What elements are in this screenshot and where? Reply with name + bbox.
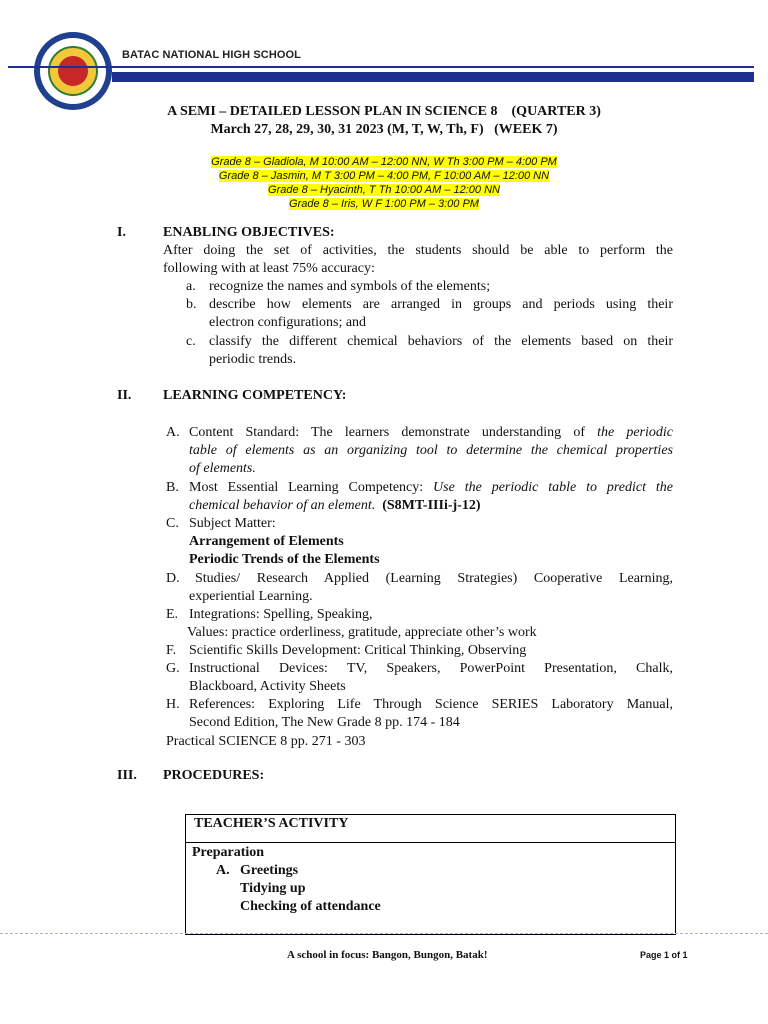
subject-topic: Periodic Trends of the Elements — [189, 552, 380, 567]
procedure-item: Greetings — [240, 863, 299, 878]
competency-item: Most Essential Learning Competency: Use the periodic table to predict the — [189, 480, 673, 495]
section-number: I. — [117, 225, 126, 240]
list-marker: F. — [166, 643, 177, 658]
objective-item: classify the different chemical behaviors of the elements based on their — [209, 334, 673, 349]
list-marker: C. — [166, 516, 179, 531]
competency-item: References: Exploring Life Through Science SERIES Laboratory Manual, — [189, 697, 673, 712]
competency-code: (S8MT-IIIi-j-12) — [382, 498, 481, 513]
header-bar — [112, 72, 754, 82]
lesson-title: A SEMI – DETAILED LESSON PLAN IN SCIENCE 8 (QUARTER 3) — [167, 104, 601, 119]
competency-item-cont: experiential Learning. — [189, 589, 313, 604]
footer-rule — [0, 933, 768, 934]
header-rule — [8, 66, 754, 68]
procedure-subitem: Checking of attendance — [240, 899, 381, 914]
schedule-list — [0, 152, 768, 208]
list-marker: a. — [186, 279, 196, 294]
lesson-dates: March 27, 28, 29, 30, 31 2023 (M, T, W, Th, F) (WEEK 7) — [210, 122, 558, 137]
schedule-item: Grade 8 – Hyacinth, T Th 10:00 AM – 12:00 NN — [268, 184, 500, 196]
list-marker: E. — [166, 607, 179, 622]
procedures-table-body — [185, 842, 676, 935]
procedures-table-header — [185, 814, 676, 843]
school-logo — [34, 32, 112, 110]
competency-item: Studies/ Research Applied (Learning Strategies) Cooperative Learning, — [195, 571, 673, 586]
competency-item-cont: chemical behavior of an element. (S8MT-IIIi-j-12) — [189, 498, 481, 513]
school-motto: A school in focus: Bangon, Bungon, Batak! — [287, 949, 488, 961]
list-marker: b. — [186, 297, 197, 312]
section-title: LEARNING COMPETENCY: — [163, 388, 347, 403]
competency-item-cont: Practical SCIENCE 8 pp. 271 - 303 — [166, 734, 366, 749]
schedule-item: Grade 8 – Iris, W F 1:00 PM – 3:00 PM — [289, 198, 479, 210]
table-header-label: TEACHER’S ACTIVITY — [194, 816, 349, 831]
list-marker: c. — [186, 334, 196, 349]
list-marker: B. — [166, 480, 179, 495]
procedure-subitem: Tidying up — [240, 881, 306, 896]
competency-item: Instructional Devices: TV, Speakers, PowerPoint Presentation, Chalk, — [189, 661, 673, 676]
section-title: PROCEDURES: — [163, 768, 265, 783]
list-marker: G. — [166, 661, 180, 676]
section-number: II. — [117, 388, 132, 403]
objective-item-cont: electron configurations; and — [209, 315, 367, 330]
competency-item: Integrations: Spelling, Speaking, — [189, 607, 373, 622]
objective-item: describe how elements are arranged in groups and periods using their — [209, 297, 673, 312]
competency-item-cont: Blackboard, Activity Sheets — [189, 679, 346, 694]
subject-topic: Arrangement of Elements — [189, 534, 344, 549]
list-marker: H. — [166, 697, 180, 712]
competency-item: Scientific Skills Development: Critical Thinking, Observing — [189, 643, 527, 658]
objective-item-cont: periodic trends. — [209, 352, 297, 367]
objectives-intro-line: following with at least 75% accuracy: — [163, 261, 375, 276]
list-marker: A. — [166, 425, 180, 440]
objectives-intro-line: After doing the set of activities, the students should be able to perform the — [163, 243, 673, 258]
school-name: BATAC NATIONAL HIGH SCHOOL — [122, 49, 301, 61]
competency-item: Subject Matter: — [189, 516, 276, 531]
competency-item-cont: Second Edition, The New Grade 8 pp. 174 - 184 — [189, 715, 460, 730]
schedule-item: Grade 8 – Gladiola, M 10:00 AM – 12:00 NN, W Th 3:00 PM – 4:00 PM — [211, 156, 557, 168]
page-number: Page 1 of 1 — [640, 950, 688, 960]
competency-item-cont: table of elements as an organizing tool to determine the chemical properties — [189, 443, 673, 458]
list-marker: D. — [166, 571, 180, 586]
objective-item: recognize the names and symbols of the elements; — [209, 279, 491, 294]
section-title: ENABLING OBJECTIVES: — [163, 225, 335, 240]
competency-item-cont: Values: practice orderliness, gratitude, appreciate other’s work — [187, 625, 537, 640]
procedure-step: Preparation — [192, 845, 265, 860]
competency-item: Content Standard: The learners demonstrate understanding of the periodic — [189, 425, 673, 440]
competency-item-cont: of elements. — [189, 461, 256, 476]
schedule-item: Grade 8 – Jasmin, M T 3:00 PM – 4:00 PM, F 10:00 AM – 12:00 NN — [218, 170, 550, 182]
section-number: III. — [117, 768, 137, 783]
list-marker: A. — [216, 863, 230, 878]
